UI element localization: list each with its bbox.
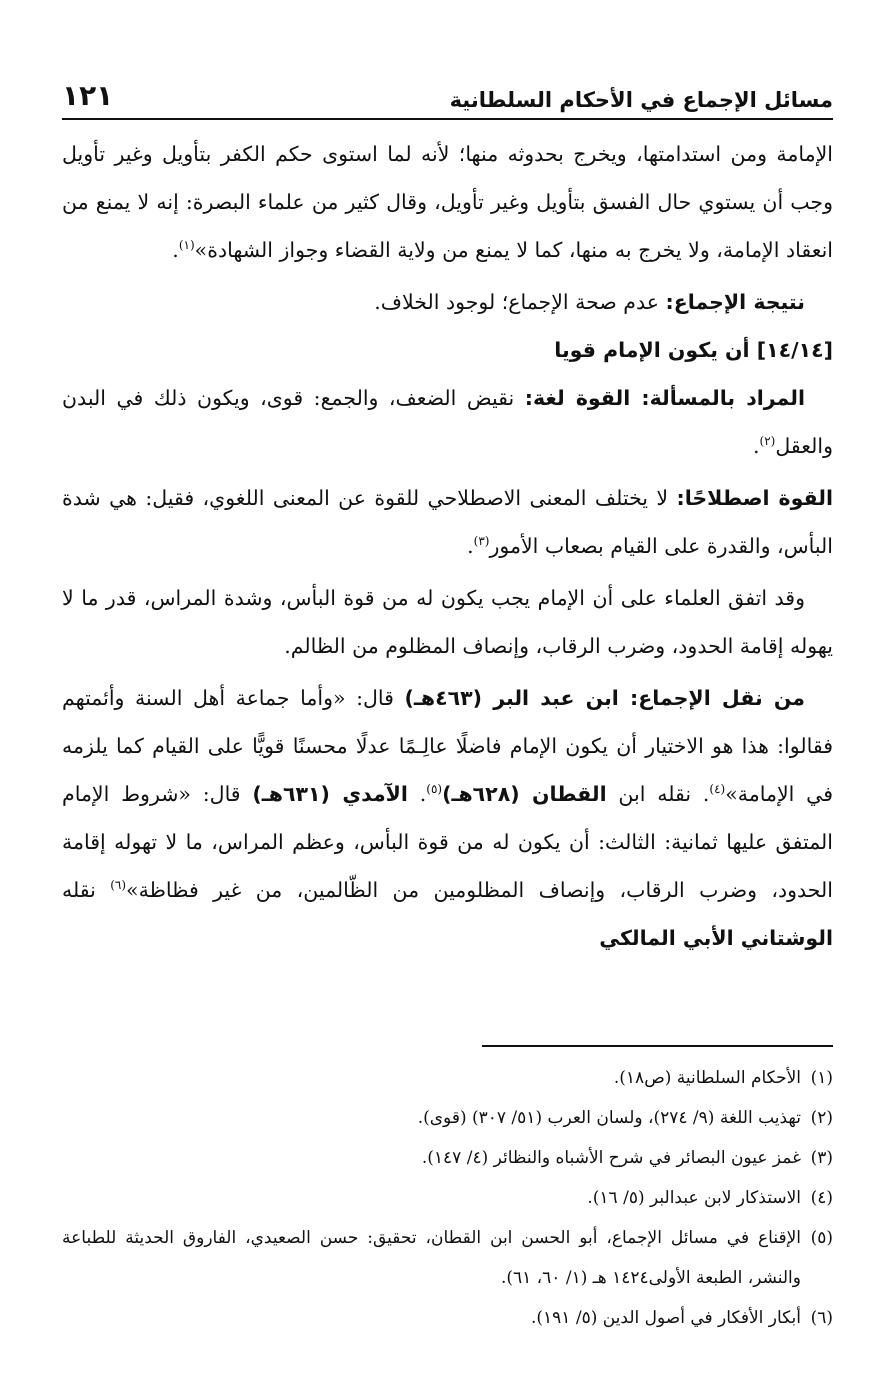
paragraph-transmitters: من نقل الإجماع: ابن عبد البر (٤٦٣هـ) قال: «وأما جماعة أهل السنة وأئمتهم فقالوا: هذا هو الاختيار أن يكون الإمام فاضلًا عالِـمًا عدلًا محسنًا قويًّا على القيام كما يلزمه في الإمامة»$^{(٤)}$. نقله ابن القطان (٦٢٨هـ)$^{(٥)}$. الآمدي (٦٣١هـ) قال: «شروط الإمام المتفق عليها ثمانية: الثالث: أن يكون له من قوة البأس، وعظم المراس، ما لا تهوله إقامة الحدود، وضرب الرقاب، وإنصاف المظلومين من الظّالمين، من غير فظاظة»$^{(٦)}$ نقله الوشتاني الأبي المالكي: [62, 686, 834, 950]
footnote-divider: [482, 1045, 833, 1047]
footnote-item: (٢) تهذيب اللغة (٩/ ٢٧٤)، ولسان العرب (٥١/ ٣٠٧) (قوى).: [417, 1108, 833, 1128]
paragraph-1: الإمامة ومن استدامتها، ويخرج بحدوثه منها؛ لأنه لما استوى حكم الكفر بتأويل وغير تأويل وجب أن يستوي حال الفسق بتأويل وغير تأويل، وقال كثير من علماء البصرة: إنه لا يمنع من انعقاد الإمامة، ولا يخرج به منها، كما لا يمنع من ولاية القضاء وجواز الشهادة»$^{(١)}$.: [62, 142, 833, 262]
page-number: ١٢١: [62, 79, 114, 112]
main-text: [62, 130, 833, 962]
footnotes: [62, 1058, 833, 1338]
running-title: مسائل الإجماع في الأحكام السلطانية: [449, 88, 833, 112]
footnote-item: (١) الأحكام السلطانية (ص١٨).: [613, 1068, 833, 1088]
footnote-ref-5: (٥): [426, 782, 443, 797]
paragraph-ijma-result: نتيجة الإجماع: عدم صحة الإجماع؛ لوجود الخلاف.: [374, 290, 805, 314]
footnote-ref-6: (٦): [110, 878, 127, 893]
footnote-item: (٣) غمز عيون البصائر في شرح الأشباه والنظائر (٤/ ١٤٧).: [421, 1148, 833, 1168]
footnote-ref-4: (٤): [709, 782, 726, 797]
page-header: [62, 68, 833, 112]
paragraph-definition-lexical: المراد بالمسألة: القوة لغة: نقيض الضعف، والجمع: قوى، ويكون ذلك في البدن والعقل$^{(٢)}$.: [62, 386, 833, 458]
footnote-item: (٥) الإقناع في مسائل الإجماع، أبو الحسن ابن القطان، تحقيق: حسن الصعيدي، الفاروق الحديثة للطباعة والنشر، الطبعة الأولى١٤٢٤ هـ (١/ ٦٠، ٦١).: [62, 1228, 833, 1288]
footnote-ref-2: (٢): [759, 434, 776, 449]
section-heading: [١٤/١٤] أن يكون الإمام قويا: [554, 338, 833, 362]
footnote-item: (٦) أبكار الأفكار في أصول الدين (٥/ ١٩١).: [530, 1308, 833, 1328]
header-divider: [62, 118, 833, 120]
paragraph-agreement: وقد اتفق العلماء على أن الإمام يجب يكون له من قوة البأس، وشدة المراس، قدر ما لا يهوله إقامة الحدود، وضرب الرقاب، وإنصاف المظلوم من الظالم.: [62, 586, 833, 658]
footnote-item: (٤) الاستذكار لابن عبدالبر (٥/ ١٦).: [587, 1188, 833, 1208]
footnote-ref-1: (١): [178, 238, 195, 253]
paragraph-definition-technical: القوة اصطلاحًا: لا يختلف المعنى الاصطلاحي للقوة عن المعنى اللغوي، فقيل: هي شدة البأس، والقدرة على القيام بصعاب الأمور$^{(٣)}$.: [62, 486, 833, 558]
footnote-ref-3: (٣): [473, 534, 490, 549]
